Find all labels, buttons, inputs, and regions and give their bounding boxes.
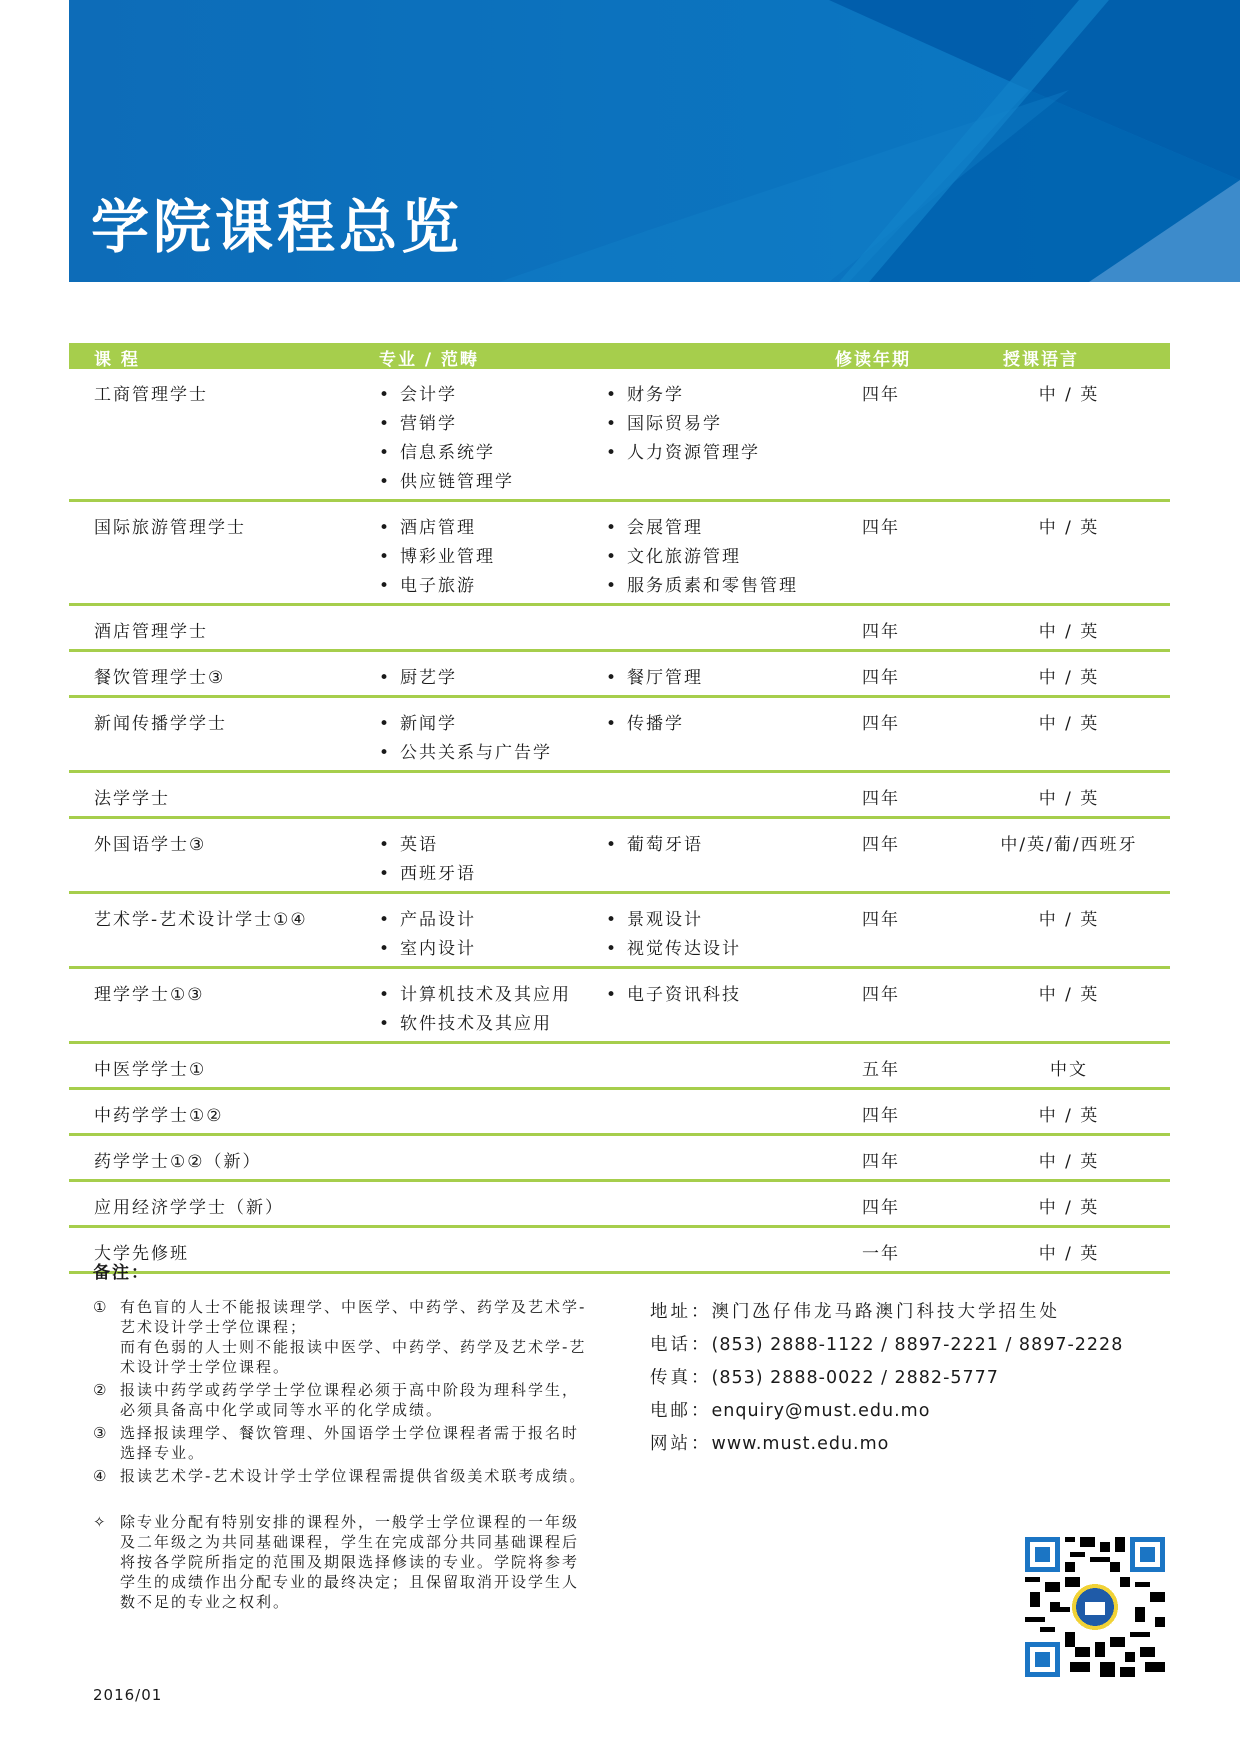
major-item: • 酒店管理 xyxy=(379,514,495,543)
major-list xyxy=(379,514,495,601)
teaching-language: 中 / 英 xyxy=(1038,518,1100,538)
note-text-secondary: 而有色弱的人士则不能报读中医学、中药学、药学及艺术学-艺术设计学士学位课程。 xyxy=(120,1338,587,1376)
major-item: • 电子旅游 xyxy=(379,572,495,601)
teaching-language: 中 / 英 xyxy=(1038,668,1100,688)
major-item: • 财务学 xyxy=(606,381,760,410)
major-list xyxy=(379,664,457,693)
teaching-language: 中 / 英 xyxy=(1038,385,1100,405)
study-duration: 四年 xyxy=(862,668,900,688)
note-2 xyxy=(93,1380,593,1420)
study-duration: 四年 xyxy=(862,910,900,930)
table-row xyxy=(69,1090,1170,1136)
major-list xyxy=(606,831,703,860)
table-header xyxy=(69,343,1170,369)
major-item: • 文化旅游管理 xyxy=(606,543,798,572)
table-row xyxy=(69,698,1170,773)
teaching-language: 中 / 英 xyxy=(1038,1152,1100,1172)
major-item: • 会计学 xyxy=(379,381,514,410)
teaching-language: 中 / 英 xyxy=(1038,1106,1100,1126)
major-item: • 新闻学 xyxy=(379,710,552,739)
course-name: 餐饮管理学士③ xyxy=(94,668,226,688)
major-item: • 英语 xyxy=(379,831,476,860)
note-text: 报读艺术学-艺术设计学士学位课程需提供省级美术联考成绩。 xyxy=(120,1467,587,1485)
note-marker: ② xyxy=(93,1381,109,1399)
table-row xyxy=(69,819,1170,894)
major-item: • 服务质素和零售管理 xyxy=(606,572,798,601)
website-link[interactable]: www.must.edu.mo xyxy=(711,1434,890,1454)
teaching-language: 中 / 英 xyxy=(1038,1198,1100,1218)
column-header-language: 授课语言 xyxy=(1003,350,1079,370)
study-duration: 四年 xyxy=(862,1152,900,1172)
major-item: • 景观设计 xyxy=(606,906,741,935)
major-item: • 计算机技术及其应用 xyxy=(379,981,571,1010)
note-3 xyxy=(93,1423,593,1463)
note-text: 有色盲的人士不能报读理学、中医学、中药学、药学及艺术学-艺术设计学士学位课程； xyxy=(120,1298,587,1336)
major-item: • 电子资讯科技 xyxy=(606,981,741,1010)
note-1 xyxy=(93,1297,593,1377)
major-item: • 厨艺学 xyxy=(379,664,457,693)
course-name: 药学学士①②（新） xyxy=(94,1152,262,1172)
course-name: 新闻传播学学士 xyxy=(94,714,227,734)
fax-value: (853) 2888-0022 / 2882-5777 xyxy=(711,1368,999,1388)
contact-fax xyxy=(650,1362,1123,1395)
major-item: • 软件技术及其应用 xyxy=(379,1010,571,1039)
phone-value: (853) 2888-1122 / 8897-2221 / 8897-2228 xyxy=(711,1335,1124,1355)
study-duration: 五年 xyxy=(862,1060,900,1080)
major-item: • 餐厅管理 xyxy=(606,664,703,693)
course-name: 中药学学士①② xyxy=(94,1106,224,1126)
study-duration: 一年 xyxy=(862,1244,900,1264)
email-link[interactable]: enquiry@must.edu.mo xyxy=(711,1401,931,1421)
study-duration: 四年 xyxy=(862,1106,900,1126)
major-item: • 营销学 xyxy=(379,410,514,439)
major-list xyxy=(606,664,703,693)
diamond-star-icon: ✧ xyxy=(93,1513,108,1531)
major-list xyxy=(379,831,476,889)
course-name: 外国语学士③ xyxy=(94,835,207,855)
note-marker: ③ xyxy=(93,1424,109,1442)
study-duration: 四年 xyxy=(862,714,900,734)
general-note-text: 除专业分配有特别安排的课程外，一般学士学位课程的一年级及二年级之为共同基础课程，学生在完成部分共同基础课程后将按各学院所指定的范围及期限选择修读的专业。学院将参考学生的成绩作出分配专业的最终决定；且保留取消开设学生人数不足的专业之权利。 xyxy=(120,1513,580,1611)
contact-website xyxy=(650,1428,1123,1461)
notes-title: 备注： xyxy=(93,1263,150,1283)
contact-email xyxy=(650,1395,1123,1428)
major-item: • 传播学 xyxy=(606,710,684,739)
course-name: 中医学学士① xyxy=(94,1060,207,1080)
note-text: 报读中药学或药学学士学位课程必须于高中阶段为理科学生，必须具备高中化学或同等水平的化学成绩。 xyxy=(120,1381,580,1419)
course-name: 酒店管理学士 xyxy=(94,622,208,642)
course-name: 应用经济学学士（新） xyxy=(94,1198,284,1218)
qr-code-icon[interactable] xyxy=(1025,1537,1165,1677)
table-row xyxy=(69,1136,1170,1182)
note-marker: ① xyxy=(93,1298,109,1316)
major-item: • 公共关系与广告学 xyxy=(379,739,552,768)
major-item: • 室内设计 xyxy=(379,935,476,964)
course-name: 理学学士①③ xyxy=(94,985,205,1005)
general-note xyxy=(93,1512,593,1612)
major-list xyxy=(379,981,571,1039)
teaching-language: 中 / 英 xyxy=(1038,622,1100,642)
table-row xyxy=(69,652,1170,698)
study-duration: 四年 xyxy=(862,385,900,405)
teaching-language: 中 / 英 xyxy=(1038,714,1100,734)
program-table xyxy=(69,343,1170,1274)
table-row xyxy=(69,606,1170,652)
teaching-language: 中/英/葡/西班牙 xyxy=(1000,835,1138,855)
column-header-major: 专业 / 范畴 xyxy=(379,350,480,370)
table-row xyxy=(69,502,1170,606)
table-row xyxy=(69,969,1170,1044)
teaching-language: 中 / 英 xyxy=(1038,1244,1100,1264)
page-title: 学院课程总览 xyxy=(91,193,464,261)
major-item: • 产品设计 xyxy=(379,906,476,935)
table-row xyxy=(69,773,1170,819)
publication-date: 2016/01 xyxy=(93,1686,163,1704)
header-banner xyxy=(69,0,1240,282)
address-label: 地址： xyxy=(650,1302,712,1322)
notes-section xyxy=(93,1258,593,1615)
teaching-language: 中 / 英 xyxy=(1038,985,1100,1005)
study-duration: 四年 xyxy=(862,835,900,855)
phone-label: 电话： xyxy=(650,1335,712,1355)
study-duration: 四年 xyxy=(862,1198,900,1218)
major-item: • 葡萄牙语 xyxy=(606,831,703,860)
study-duration: 四年 xyxy=(862,518,900,538)
table-row xyxy=(69,1044,1170,1090)
contact-phone xyxy=(650,1329,1123,1362)
course-name: 法学学士 xyxy=(94,789,170,809)
course-name: 工商管理学士 xyxy=(94,385,208,405)
note-4 xyxy=(93,1466,593,1486)
major-item: • 国际贸易学 xyxy=(606,410,760,439)
email-label: 电邮： xyxy=(650,1401,712,1421)
course-name: 国际旅游管理学士 xyxy=(94,518,246,538)
table-row xyxy=(69,894,1170,969)
table-row xyxy=(69,1182,1170,1228)
major-item: • 西班牙语 xyxy=(379,860,476,889)
major-item: • 人力资源管理学 xyxy=(606,439,760,468)
note-marker: ④ xyxy=(93,1467,109,1485)
major-item: • 会展管理 xyxy=(606,514,798,543)
contact-address xyxy=(650,1296,1123,1329)
study-duration: 四年 xyxy=(862,789,900,809)
fax-label: 传真： xyxy=(650,1368,712,1388)
major-item: • 视觉传达设计 xyxy=(606,935,741,964)
contact-info xyxy=(650,1296,1123,1461)
major-list xyxy=(606,514,798,601)
major-list xyxy=(606,906,741,964)
column-header-years: 修读年期 xyxy=(835,350,911,370)
major-list xyxy=(606,381,760,468)
major-list xyxy=(606,710,684,739)
major-list xyxy=(379,710,552,768)
teaching-language: 中 / 英 xyxy=(1038,910,1100,930)
teaching-language: 中文 xyxy=(1050,1060,1088,1080)
note-text: 选择报读理学、餐饮管理、外国语学士学位课程者需于报名时选择专业。 xyxy=(120,1424,580,1462)
major-list xyxy=(379,906,476,964)
table-row xyxy=(69,369,1170,502)
course-name: 艺术学-艺术设计学士①④ xyxy=(94,910,308,930)
major-list xyxy=(379,381,514,497)
column-header-course: 课 程 xyxy=(94,350,140,370)
major-item: • 信息系统学 xyxy=(379,439,514,468)
website-label: 网站： xyxy=(650,1434,712,1454)
major-item: • 供应链管理学 xyxy=(379,468,514,497)
teaching-language: 中 / 英 xyxy=(1038,789,1100,809)
major-list xyxy=(606,981,741,1010)
course-name: 大学先修班 xyxy=(94,1244,189,1264)
address-value: 澳门氹仔伟龙马路澳门科技大学招生处 xyxy=(711,1302,1060,1322)
major-item: • 博彩业管理 xyxy=(379,543,495,572)
study-duration: 四年 xyxy=(862,622,900,642)
study-duration: 四年 xyxy=(862,985,900,1005)
